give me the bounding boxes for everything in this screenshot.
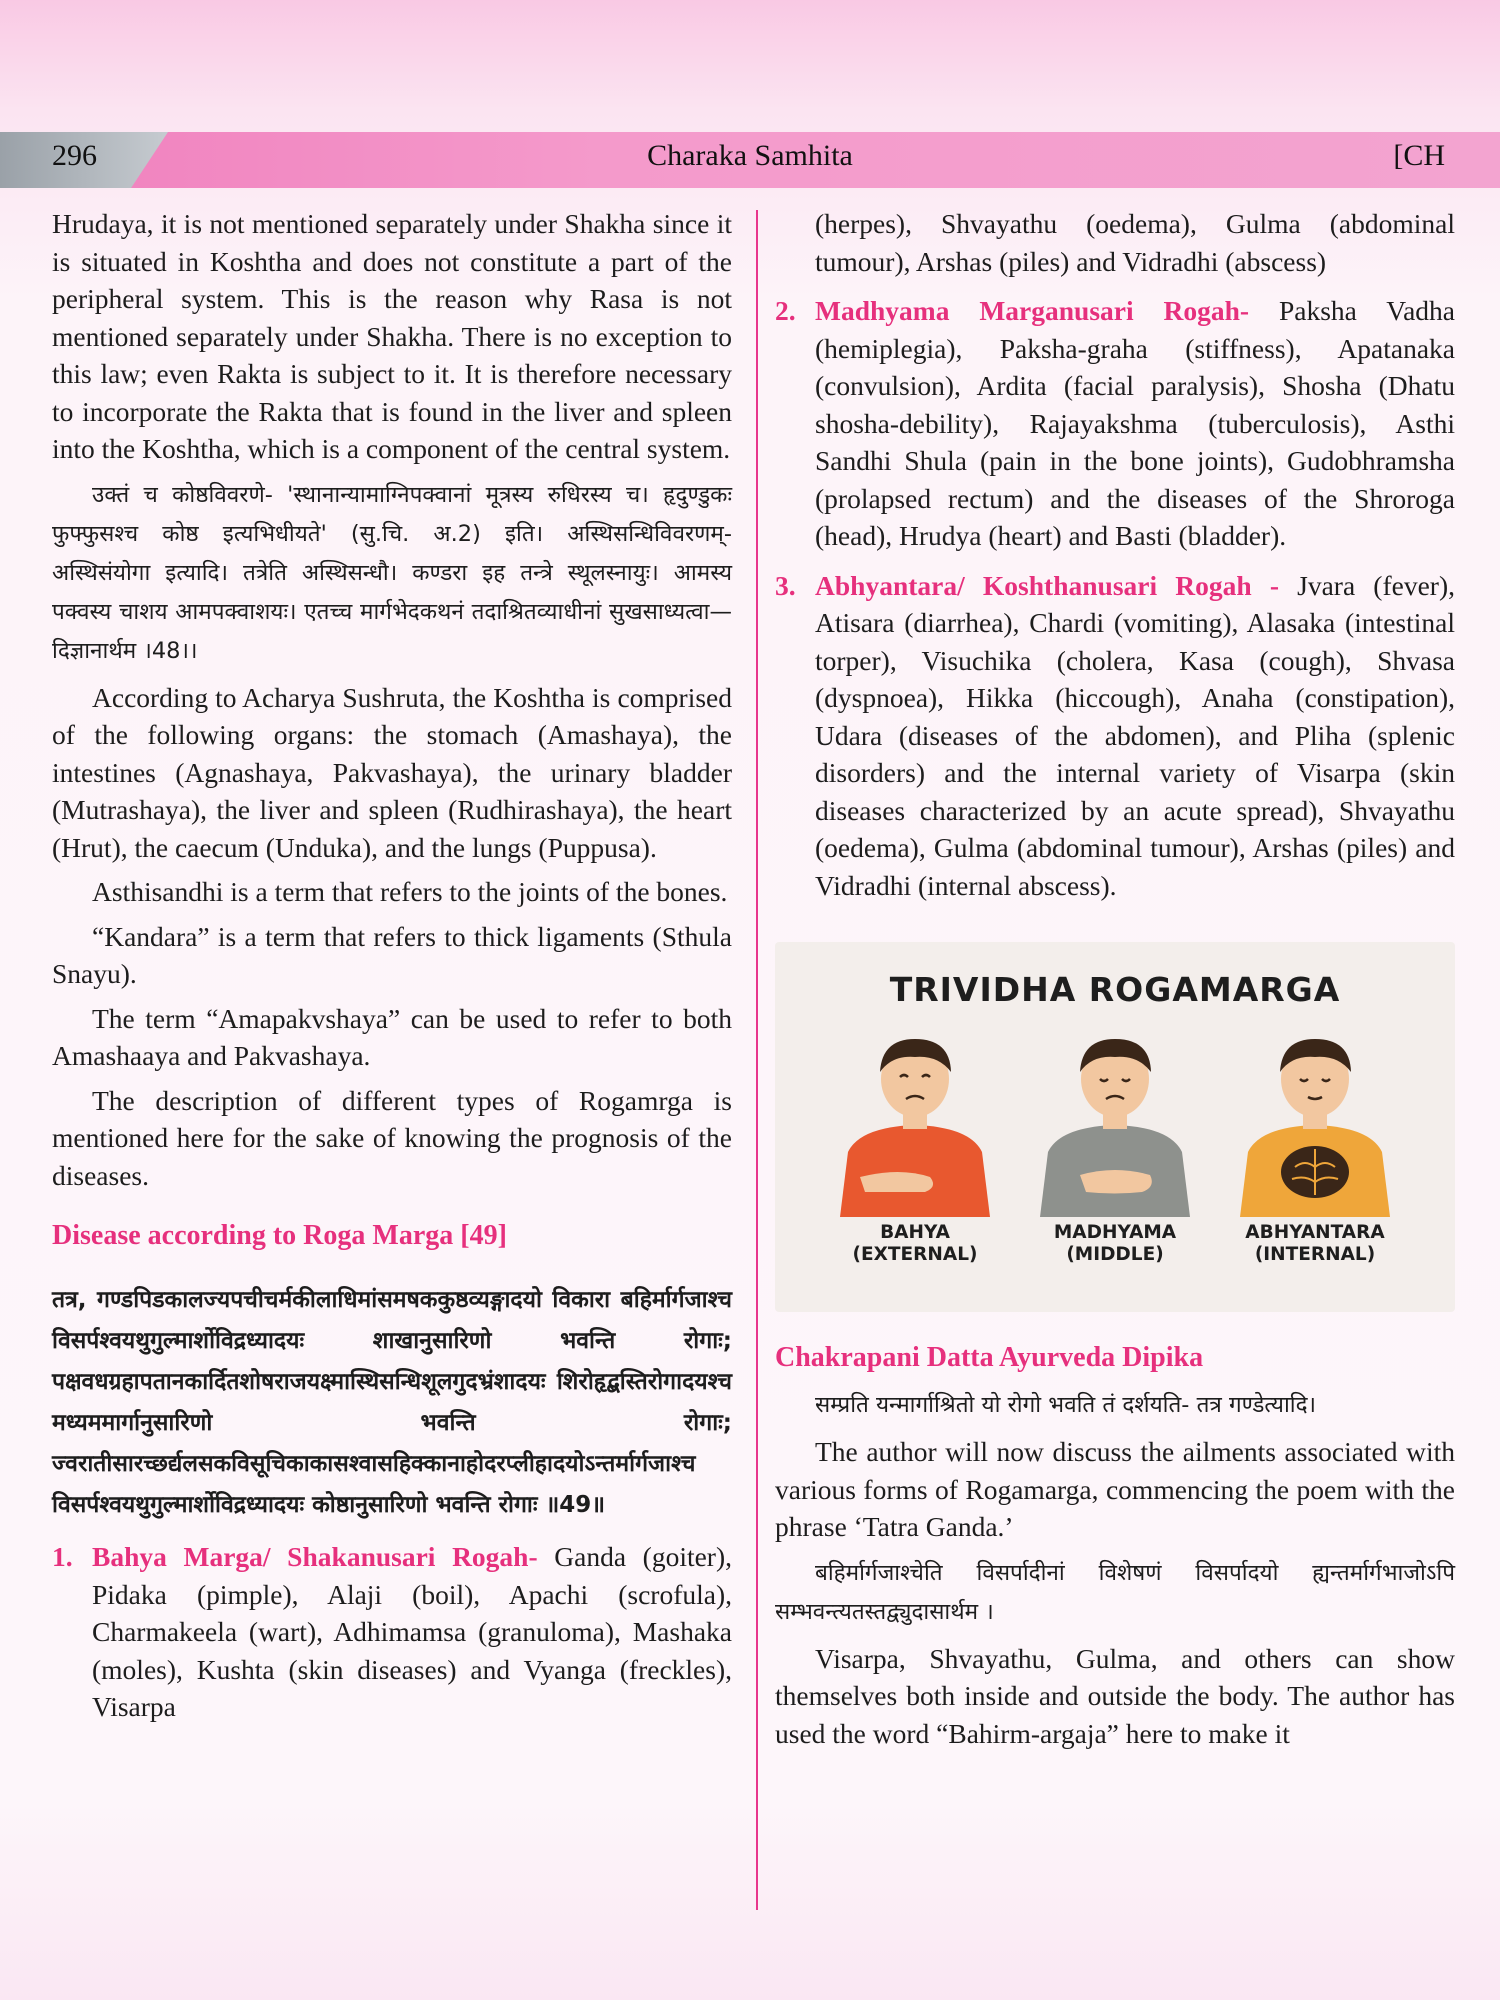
page-number: 296	[52, 139, 97, 172]
list-number: 1.	[52, 1541, 73, 1572]
figure-label-bahya	[820, 1222, 1010, 1266]
list-item	[775, 567, 1455, 905]
list-item-text: Ganda (goiter), Pidaka (pimple), Alaji (boil), Apachi (scrofula), Charmakeela (wart), Adhimamsa (granuloma), Mashaka (moles), Kushta (skin diseases) and Vyanga (freckles), Visarpa	[92, 1541, 732, 1722]
label-line: ABHYANTARA	[1245, 1222, 1385, 1243]
list-item-title: Madhyama Marganusari Rogah-	[815, 295, 1250, 326]
list-item-title: Abhyantara/ Koshthanusari Rogah -	[815, 569, 1279, 601]
label-line: (INTERNAL)	[1254, 1244, 1376, 1265]
paragraph: Visarpa, Shvayathu, Gulma, and others can show themselves both inside and outside the body. The author has used the word “Bahirm-argaja” here to make it	[775, 1642, 1455, 1749]
list-item	[52, 1538, 732, 1726]
sanskrit-commentary: सम्प्रति यन्मार्गाश्रितो यो रोगो भवति तं दर्शयति- तत्र गण्डेत्यादि।	[815, 1392, 1317, 1418]
paragraph: Hrudaya, it is not mentioned separately under Shakha since it is situated in Koshtha and does not constitute a part of the peripheral system. This is the reason why Rasa is not mentioned separately under Shakha. There is no exception to this law; even Rakta is subject to it. It is therefore necessary to incorporate the Rakta that is found in the liver and spleen into the Koshtha, which is a component of the central system.	[52, 208, 732, 464]
figure-label-madhyama	[1020, 1222, 1210, 1266]
section-heading: Chakrapani Datta Ayurveda Dipika	[775, 1342, 1204, 1373]
figure-abhyantara	[1220, 1027, 1410, 1217]
list-item-text: Paksha Vadha (hemiplegia), Paksha-graha (stiffness), Apatanaka (convulsion), Ardita (facial paralysis), Shosha (Dhatu shosha-debility), Rajayakshma (tuberculosis), Asthi Sandhi Shula (pain in the bone joints), Gudobhramsha (prolapsed rectum) and the diseases of the Shroroga (head), Hrudya (heart) and Basti (bladder).	[815, 295, 1456, 551]
label-line: (EXTERNAL)	[852, 1244, 978, 1265]
label-line: (MIDDLE)	[1066, 1244, 1164, 1265]
sanskrit-commentary: बहिर्मार्गजाश्चेति विसर्पादीनां विशेषणं विसर्पादयो ह्यन्तर्मार्गभाजोऽपि सम्भवन्त्यतस्तद्व्युदासार्थम ।	[775, 1559, 1455, 1625]
paragraph: The author will now discuss the ailments associated with various forms of Rogamarga, commencing the poem with the phrase ‘Tatra Ganda.’	[775, 1436, 1455, 1542]
label-line: MADHYAMA	[1053, 1222, 1177, 1243]
illustration-title: TRIVIDHA ROGAMARGA	[889, 970, 1341, 1009]
paragraph: “Kandara” is a term that refers to thick ligaments (Sthula Snayu).	[52, 920, 732, 989]
list-item	[775, 205, 1455, 280]
trividha-rogamarga-illustration	[775, 942, 1455, 1312]
disease-list	[52, 1538, 732, 1726]
list-item-title: Bahya Marga/ Shakanusari Rogah-	[92, 1541, 538, 1572]
chapter-mark: [CH	[1393, 139, 1445, 172]
left-column	[52, 205, 732, 1738]
sanskrit-commentary: उक्तं च कोष्ठविवरणे- 'स्थानान्यामाग्निपक्वानां मूत्रस्य रुधिरस्य च। हृदुण्डुकः फुफ्फुसश्च कोष्ठ इत्यभिधीयते' (सु.चि. अ.2) इति। अस्थिसन्धिविवरणम्- अस्थिसंयोगा इत्यादि। तत्रेति अस्थिसन्धौ। कण्डरा इह तन्त्रे स्थूलस्नायुः। आमस्य पक्वस्य चाशय आमपक्वाशयः। एतच्च मार्गभेदकथनं तदाश्रितव्याधीनां सुखसाध्यत्वा—दिज्ञानार्थम ।48।।	[52, 481, 732, 664]
list-item	[775, 292, 1455, 555]
paragraph: The term “Amapakvshaya” can be used to refer to both Amashaaya and Pakvashaya.	[52, 1002, 732, 1071]
list-item-text: (herpes), Shvayathu (oedema), Gulma (abdominal tumour), Arshas (piles) and Vidradhi (abscess)	[815, 208, 1455, 277]
figure-label-abhyantara	[1220, 1222, 1410, 1266]
running-head: Charaka Samhita	[647, 139, 853, 172]
figure-bahya	[820, 1027, 1010, 1217]
label-line: BAHYA	[880, 1222, 950, 1243]
list-number: 3.	[775, 569, 796, 601]
disease-list	[775, 205, 1455, 904]
paragraph: Asthisandhi is a term that refers to the joints of the bones.	[92, 876, 728, 907]
paragraph: According to Acharya Sushruta, the Koshtha is comprised of the following organs: the stomach (Amashaya), the intestines (Agnashaya, Pakvashaya), the urinary bladder (Mutrashaya), the liver and spleen (Rudhirashaya), the heart (Hrut), the caecum (Unduka), and the lungs (Puppusa).	[52, 681, 732, 863]
column-divider	[756, 210, 758, 1910]
paragraph: The description of different types of Rogamrga is mentioned here for the sake of knowing the prognosis of the diseases.	[52, 1084, 732, 1191]
sanskrit-verse: तत्र, गण्डपिडकालज्यपचीचर्मकीलाधिमांसमषककुष्ठव्यङ्गादयो विकारा बहिर्मार्गजाश्च विसर्पश्वयथुगुल्मार्शोविद्रध्यादयः शाखानुसारिणो भवन्ति रोगाः; पक्षवधग्रहापतानकार्दितशोषराजयक्ष्मास्थिसन्धिशूलगुदभ्रंशादयः शिरोहृद्बस्तिरोगादयश्च मध्यममार्गानुसारिणो भवन्ति रोगाः; ज्वरातीसारच्छर्द्यलसकविसूचिकाकासश्वासहिक्कानाहोदरप्लीहादयोऽन्तर्मार्गजाश्च विसर्पश्वयथुगुल्मार्शोविद्रध्यादयः कोष्ठानुसारिणो भवन्ति रोगाः ॥49॥	[52, 1287, 732, 1518]
figure-madhyama	[1020, 1027, 1210, 1217]
right-column	[775, 205, 1455, 1752]
list-number: 2.	[775, 295, 796, 326]
list-item-text: Jvara (fever), Atisara (diarrhea), Chardi (vomiting), Alasaka (intestinal torper), Visuchika (cholera, Kasa (cough), Shvasa (dyspnoea), Hikka (hiccough), Anaha (constipation), Udara (diseases of the abdomen), and Pliha (splenic disorders) and the internal variety of Visarpa (skin diseases characterized by an acute spread), Shvayathu (oedema), Gulma (abdominal tumour), Arshas (piles) and Vidradhi (internal abscess).	[815, 569, 1455, 901]
section-heading: Disease according to Roga Marga [49]	[52, 1220, 507, 1251]
